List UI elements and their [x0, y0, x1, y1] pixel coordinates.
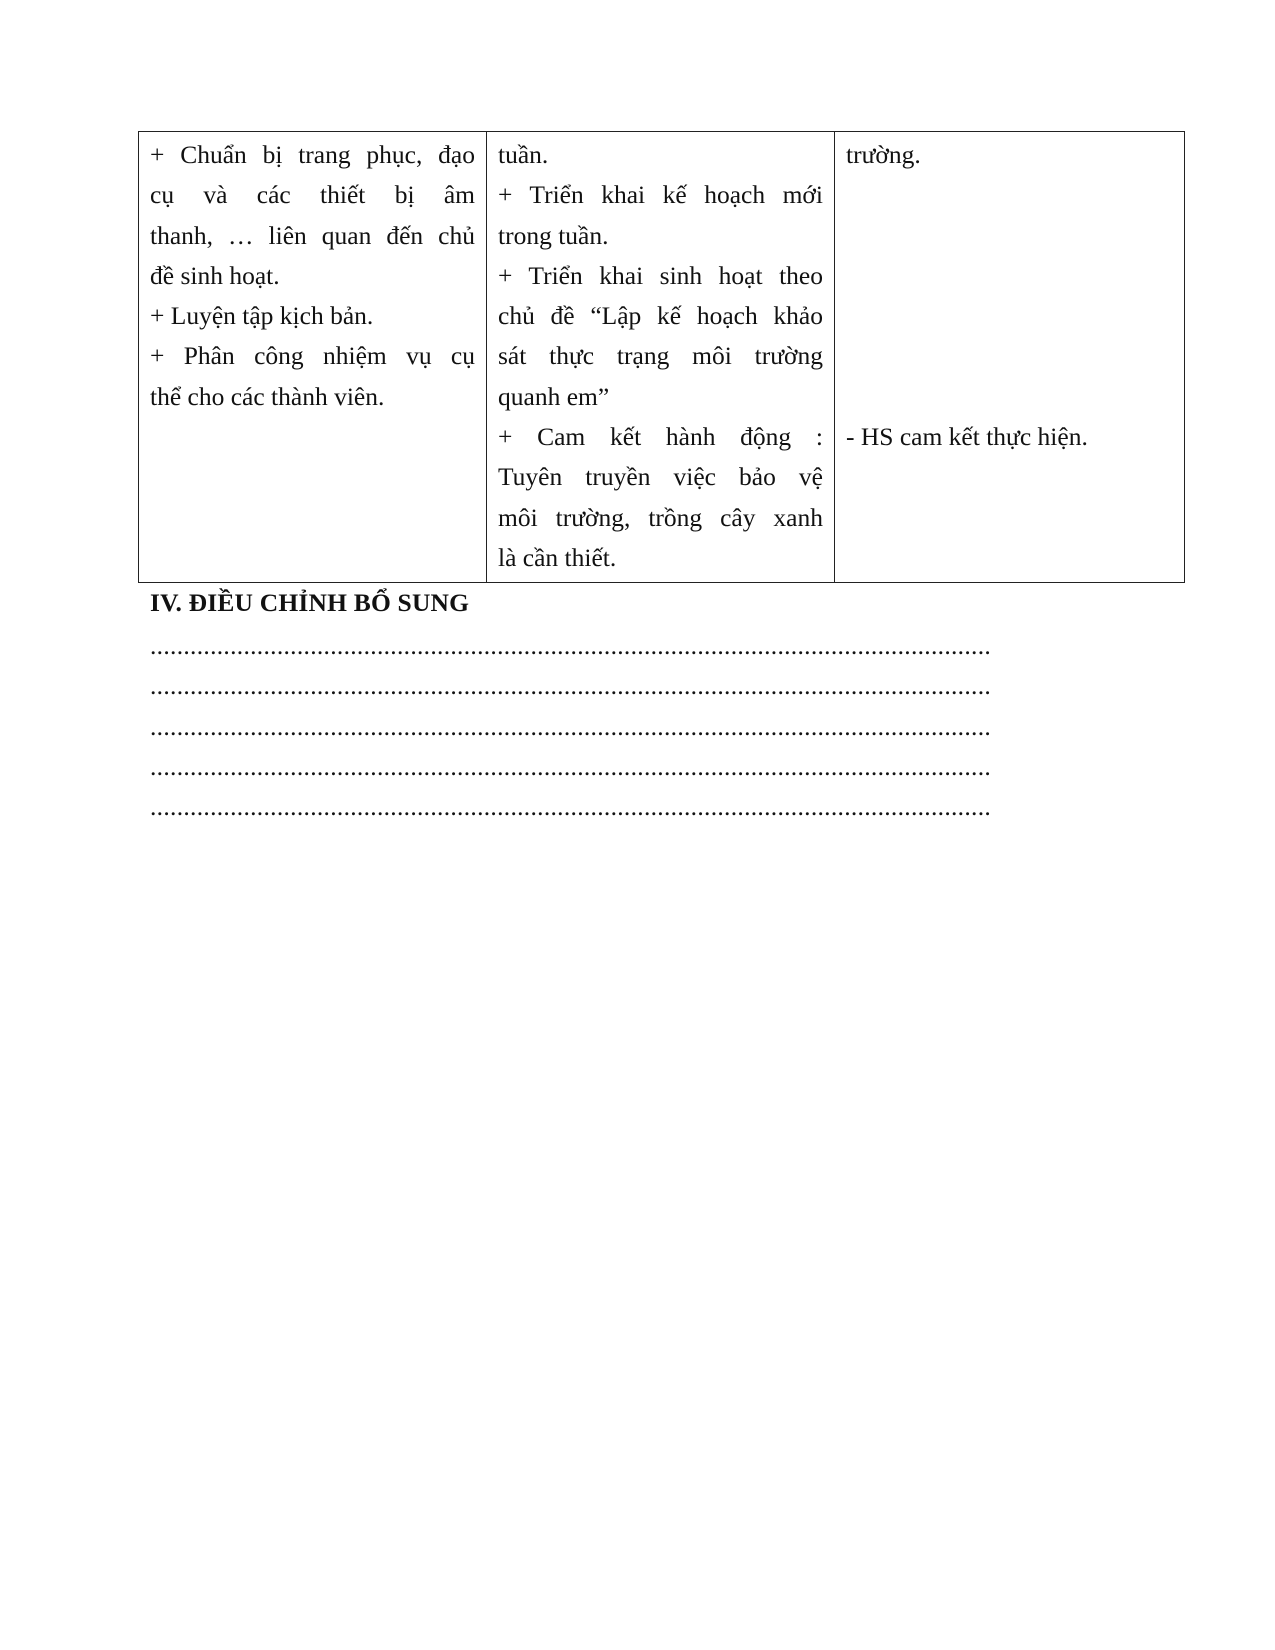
- dotted-line: ..............................................................................................................................: [150, 631, 992, 660]
- spacer: [846, 216, 1173, 256]
- dotted-line: ..............................................................................................................................: [150, 792, 992, 822]
- table-cell-student-response: [835, 132, 1185, 583]
- dotted-line: ..............................................................................................................................: [150, 751, 992, 781]
- table-cell-activities: [487, 132, 835, 583]
- table-row: [139, 132, 1185, 583]
- cell-line: + Triển khai kế hoạch mới: [498, 180, 823, 210]
- cell-line: thanh, … liên quan đến chủ: [150, 220, 475, 250]
- cell-line: + Luyện tập kịch bản.: [150, 301, 374, 331]
- dotted-line: ..............................................................................................................................: [150, 711, 992, 741]
- cell-line: Tuyên truyền việc bảo vệ: [498, 462, 823, 492]
- cell-line: + Cam kết hành động :: [498, 422, 823, 452]
- cell-line: tuần.: [498, 140, 549, 169]
- spacer: [846, 296, 1173, 336]
- cell-line: trong tuần.: [498, 220, 609, 250]
- cell-line: cụ và các thiết bị âm: [150, 180, 475, 210]
- cell-line: + Chuẩn bị trang phục, đạo: [150, 140, 475, 169]
- spacer: [846, 175, 1173, 215]
- cell-line: quanh em”: [498, 381, 610, 411]
- spacer: [846, 336, 1173, 376]
- cell-line: thể cho các thành viên.: [150, 381, 385, 411]
- cell-line: đề sinh hoạt.: [150, 260, 280, 290]
- section-heading: IV. ĐIỀU CHỈNH BỔ SUNG: [150, 588, 470, 617]
- cell-line: + Phân công nhiệm vụ cụ: [150, 341, 475, 371]
- cell-line: sát thực trạng môi trường: [498, 341, 823, 371]
- dotted-answer-lines: [150, 626, 1170, 827]
- cell-line: + Triển khai sinh hoạt theo: [498, 260, 823, 290]
- cell-line: là cần thiết.: [498, 542, 617, 572]
- cell-line: - HS cam kết thực hiện.: [846, 422, 1088, 452]
- spacer: [846, 377, 1173, 417]
- dotted-line: ..............................................................................................................................: [150, 671, 992, 701]
- lesson-activity-table: [138, 131, 1185, 583]
- cell-line: chủ đề “Lập kế hoạch khảo: [498, 301, 823, 331]
- spacer: [846, 256, 1173, 296]
- cell-line: môi trường, trồng cây xanh: [498, 502, 823, 532]
- table-cell-preparation: [139, 132, 487, 583]
- cell-line: trường.: [846, 140, 921, 169]
